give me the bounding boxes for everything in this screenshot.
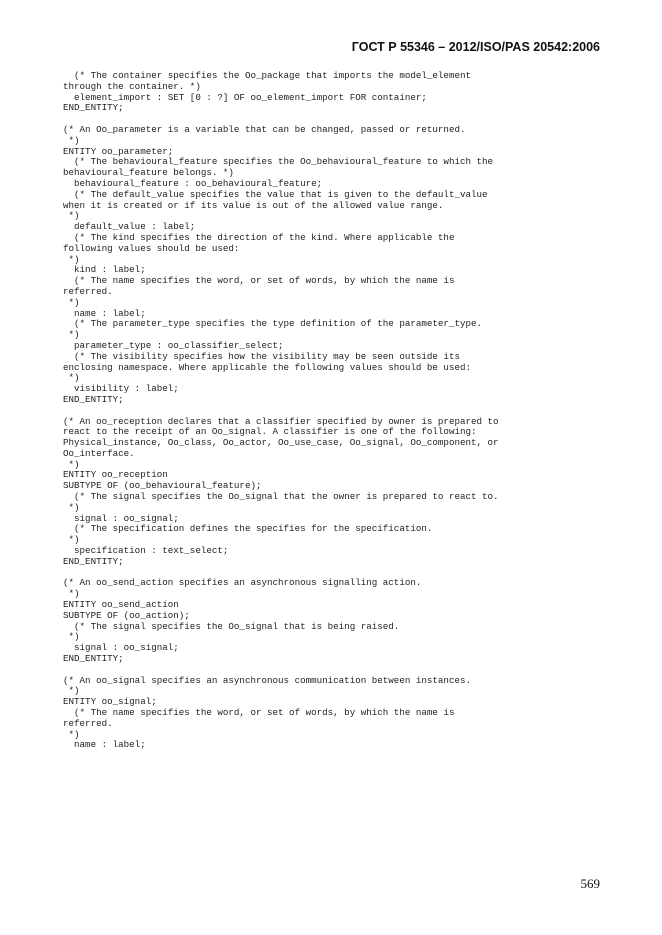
code-line: referred.: [63, 717, 113, 729]
code-line: *): [63, 210, 80, 222]
code-line: following values should be used:: [63, 242, 240, 254]
code-line: (* An oo_send_action specifies an asynchronous signalling action.: [63, 577, 422, 589]
code-line: (* The name specifies the word, or set of words, by which the name is: [63, 707, 455, 719]
code-line: (* The name specifies the word, or set of words, by which the name is: [63, 275, 455, 287]
code-line: (* The signal specifies the Oo_signal that is being raised.: [63, 620, 400, 632]
code-line: element_import : SET [0 : ?] OF oo_element_import FOR container;: [63, 91, 427, 103]
code-line: *): [63, 458, 80, 470]
code-line: (* The specification defines the specifies for the specification.: [63, 523, 433, 535]
code-line: signal : oo_signal;: [63, 642, 179, 654]
code-line: *): [63, 631, 80, 643]
code-line: (* An oo_signal specifies an asynchronous communication between instances.: [63, 674, 471, 686]
code-line: Oo_interface.: [63, 447, 135, 459]
code-line: ENTITY oo_reception: [63, 469, 168, 481]
code-line: (* The signal specifies the Oo_signal that the owner is prepared to react to.: [63, 491, 499, 503]
code-line: (* The behavioural_feature specifies the Oo_behavioural_feature to which the: [63, 156, 494, 168]
code-line: (* An oo_reception declares that a classifier specified by owner is prepared to: [63, 415, 499, 427]
express-code-block: [63, 71, 603, 751]
code-line: *): [63, 253, 80, 265]
blank-line: [63, 406, 603, 417]
code-line: END_ENTITY;: [63, 102, 124, 114]
code-line: END_ENTITY;: [63, 555, 124, 567]
code-line: END_ENTITY;: [63, 393, 124, 405]
code-line: ENTITY oo_signal;: [63, 696, 157, 708]
code-line: referred.: [63, 285, 113, 297]
page-header-title: ГОСТ Р 55346 – 2012/ISO/PAS 20542:2006: [351, 40, 600, 54]
code-line: *): [63, 134, 80, 146]
code-line: *): [63, 501, 80, 513]
code-line: *): [63, 296, 80, 308]
code-line: Physical_instance, Oo_class, Oo_actor, Oo_use_case, Oo_signal, Oo_component, or: [63, 437, 499, 449]
code-line: (* The container specifies the Oo_package that imports the model_element: [63, 70, 471, 81]
code-line: specification : text_select;: [63, 545, 229, 557]
code-line: (* The default_value specifies the value that is given to the default_value: [63, 188, 488, 200]
code-line: react to the receipt of an Oo_signal. A classifier is one of the following:: [63, 426, 477, 438]
code-line: behavioural_feature belongs. *): [63, 167, 234, 179]
code-line: through the container. *): [63, 80, 201, 92]
code-line: (* The visibility specifies how the visibility may be seen outside its: [63, 350, 460, 362]
code-line: default_value : label;: [63, 221, 196, 233]
code-line: (* An Oo_parameter is a variable that can be changed, passed or returned.: [63, 123, 466, 135]
code-line: *): [63, 534, 80, 546]
code-line: behavioural_feature : oo_behavioural_feature;: [63, 177, 323, 189]
code-line: *): [63, 588, 80, 600]
page-number: 569: [580, 876, 600, 891]
code-line: *): [63, 372, 80, 384]
code-line: when it is created or if its value is out of the allowed value range.: [63, 199, 444, 211]
code-line: *): [63, 728, 80, 740]
code-line: SUBTYPE OF (oo_behavioural_feature);: [63, 480, 262, 492]
code-line: parameter_type : oo_classifier_select;: [63, 339, 284, 351]
code-line: enclosing namespace. Where applicable the following values should be used:: [63, 361, 471, 373]
code-line: SUBTYPE OF (oo_action);: [63, 609, 190, 621]
code-line: ENTITY oo_send_action: [63, 599, 179, 611]
code-line: ENTITY oo_parameter;: [63, 145, 174, 157]
code-line: signal : oo_signal;: [63, 512, 179, 524]
code-line: name : label;: [63, 739, 146, 751]
code-line: (* The parameter_type specifies the type definition of the parameter_type.: [63, 318, 483, 330]
code-line: *): [63, 329, 80, 341]
code-line: visibility : label;: [63, 383, 179, 395]
code-line: END_ENTITY;: [63, 653, 124, 665]
code-line: *): [63, 685, 80, 697]
code-line: kind : label;: [63, 264, 146, 276]
code-line: name : label;: [63, 307, 146, 319]
blank-line: [63, 665, 603, 676]
code-line: (* The kind specifies the direction of the kind. Where applicable the: [63, 231, 455, 243]
